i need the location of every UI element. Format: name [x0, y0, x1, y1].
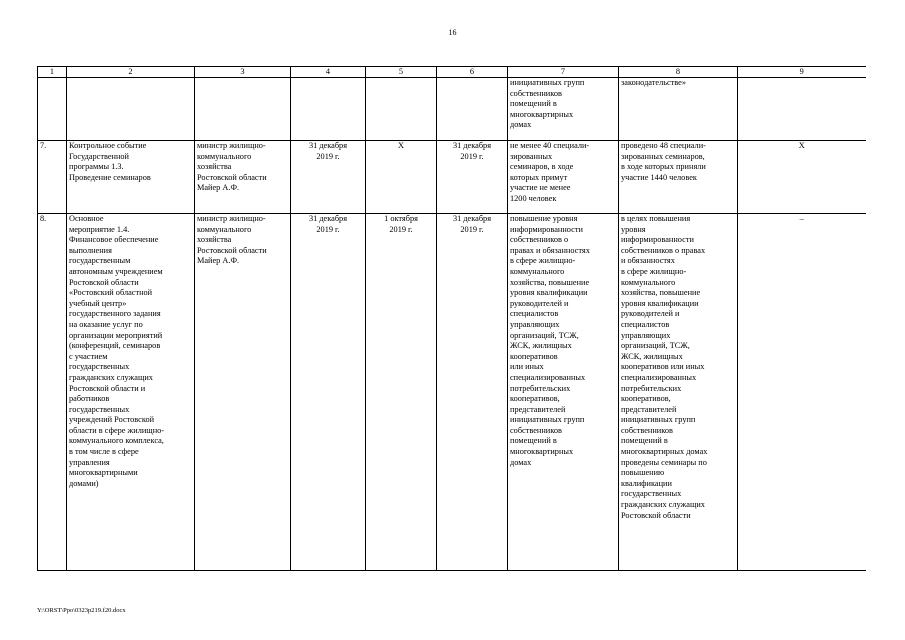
actual-date: 31 декабря 2019 г. [437, 141, 508, 214]
footer-file-path: Y:\ORST\Ppo\0323p219.f20.docx [37, 607, 126, 614]
planned-result: не менее 40 специали- зированных семинаров, в ходе которых примут участие не менее 1200 человек [508, 141, 619, 214]
report-table [37, 66, 866, 571]
column-number: 6 [437, 67, 508, 78]
event-name: Контрольное событие Государственной программы 1.3. Проведение семинаров [67, 141, 195, 214]
column-number: 4 [291, 67, 366, 78]
row-number: 7. [38, 141, 67, 214]
table-row-8 [38, 214, 866, 571]
column-number: 2 [67, 67, 195, 78]
actual-date: 31 декабря 2019 г. [437, 214, 508, 571]
column-number: 8 [619, 67, 738, 78]
start-date: 31 декабря 2019 г. [291, 214, 366, 571]
column-number: 3 [195, 67, 291, 78]
table-row-7 [38, 141, 866, 214]
column-number: 5 [366, 67, 437, 78]
event-name: Основное мероприятие 1.4. Финансовое обеспечение выполнения государственным автономным учреждением Ростовской области «Ростовский областной учебный центр» государственного задания на оказание услуг по организации мероприятий (конференций, семинаров с участием государственных гражданских служащих Ростовской области и работников государственных учреждений Ростовской области в сфере жилищно- коммунального комплекса, в том числе в сфере управления многоквартирными домами) [67, 214, 195, 571]
planned-result: повышение уровня информированности собственников о правах и обязанностях в сфере жилищно- коммунального хозяйства, повышение уровня квалификации руководителей и специалистов управляющих организаций, ТСЖ, ЖСК, жилищных кооперативов или иных специализированных потребительских кооперативов, представителей инициативных групп собственников помещений в многоквартирных домах [508, 214, 619, 571]
actual-result: в целях повышения уровня информированности собственников о правах и обязанностях в сфере жилищно- коммунального хозяйства, повышение уровня квалификации руководителей и специалистов управляющих организаций, ТСЖ, ЖСК, жилищных кооперативов или иных специализированных потребительских кооперативов, представителей инициативных групп собственников помещений в многоквартирных домах проведены семинары по повышению квалификации государственных гражданских служащих Ростовской области [619, 214, 738, 571]
event-name [67, 78, 195, 141]
note: Х [738, 141, 866, 214]
column-number: 9 [738, 67, 866, 78]
table-row-continuation [38, 78, 866, 141]
planned-date: 1 октября 2019 г. [366, 214, 437, 571]
planned-result: инициативных групп собственников помещений в многоквартирных домах [508, 78, 619, 141]
planned-date [366, 78, 437, 141]
start-date: 31 декабря 2019 г. [291, 141, 366, 214]
actual-result: законодательстве» [619, 78, 738, 141]
responsible-executor [195, 78, 291, 141]
note [738, 78, 866, 141]
column-number-row [38, 67, 866, 78]
responsible-executor: министр жилищно- коммунального хозяйства Ростовской области Майер А.Ф. [195, 214, 291, 571]
start-date [291, 78, 366, 141]
row-number [38, 78, 67, 141]
actual-date [437, 78, 508, 141]
actual-result: проведено 48 специали- зированных семинаров, в ходе которых приняли участие 1440 человек [619, 141, 738, 214]
responsible-executor: министр жилищно- коммунального хозяйства Ростовской области Майер А.Ф. [195, 141, 291, 214]
note: – [738, 214, 866, 571]
page-number: 16 [448, 28, 457, 37]
planned-date: Х [366, 141, 437, 214]
row-number: 8. [38, 214, 67, 571]
column-number: 1 [38, 67, 67, 78]
column-number: 7 [508, 67, 619, 78]
